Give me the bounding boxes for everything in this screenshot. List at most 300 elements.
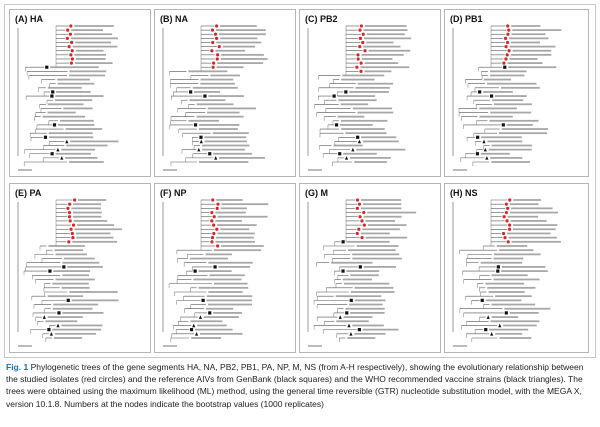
leaf-label-placeholder <box>502 128 548 130</box>
black-square-marker <box>47 328 50 331</box>
leaf-label-placeholder <box>193 87 238 89</box>
black-square-marker <box>356 136 359 139</box>
leaf-label-placeholder <box>210 75 239 77</box>
leaf-label-placeholder <box>495 333 522 335</box>
leaf-label-placeholder <box>197 103 234 105</box>
panel-label: (C) PB2 <box>305 14 338 24</box>
black-triangle-marker <box>195 332 198 336</box>
black-square-marker <box>50 94 53 97</box>
red-circle-marker <box>71 57 74 60</box>
black-triangle-marker <box>60 156 63 160</box>
leaf-label-placeholder <box>55 333 96 335</box>
leaf-label-placeholder <box>331 262 372 264</box>
leaf-label-placeholder <box>61 149 95 151</box>
leaf-label-placeholder <box>52 283 88 285</box>
leaf-label-placeholder <box>361 54 403 56</box>
leaf-label-placeholder <box>205 140 247 142</box>
black-triangle-marker <box>498 324 501 328</box>
leaf-label-placeholder <box>343 153 377 155</box>
panel-label: (D) PB1 <box>450 14 483 24</box>
red-circle-marker <box>358 203 361 206</box>
leaf-label-placeholder <box>352 253 399 255</box>
leaf-label-placeholder <box>71 29 103 31</box>
black-square-marker <box>45 66 48 69</box>
red-circle-marker <box>69 53 72 56</box>
leaf-label-placeholder <box>338 99 376 101</box>
leaf-label-placeholder <box>510 46 556 48</box>
leaf-label-placeholder <box>511 207 552 209</box>
red-circle-marker <box>216 53 219 56</box>
leaf-label-placeholder <box>509 237 557 239</box>
red-circle-marker <box>70 61 73 64</box>
red-circle-marker <box>505 203 508 206</box>
leaf-label-placeholder <box>341 120 387 122</box>
leaf-label-placeholder <box>346 270 379 272</box>
leaf-label-placeholder <box>504 308 550 310</box>
leaf-label-placeholder <box>492 316 519 318</box>
red-circle-marker <box>210 49 213 52</box>
leaf-label-placeholder <box>202 149 245 151</box>
red-circle-marker <box>356 198 359 201</box>
leaf-label-placeholder <box>494 258 524 260</box>
leaf-label-placeholder <box>501 87 540 89</box>
red-circle-marker <box>69 33 72 36</box>
leaf-label-placeholder <box>220 25 257 27</box>
leaf-label-placeholder <box>197 325 227 327</box>
red-circle-marker <box>67 240 70 243</box>
leaf-label-placeholder <box>481 136 522 138</box>
leaf-label-placeholder <box>55 95 103 97</box>
black-square-marker <box>345 311 348 314</box>
leaf-label-placeholder <box>53 270 90 272</box>
leaf-label-placeholder <box>363 29 407 31</box>
leaf-label-placeholder <box>492 145 532 147</box>
leaf-label-placeholder <box>74 33 112 35</box>
red-circle-marker <box>69 228 72 231</box>
black-triangle-marker <box>200 140 203 144</box>
leaf-label-placeholder <box>495 95 527 97</box>
leaf-label-placeholder <box>509 37 548 39</box>
leaf-label-placeholder <box>69 291 117 293</box>
leaf-label-placeholder <box>48 103 84 105</box>
black-square-marker <box>333 94 336 97</box>
leaf-label-placeholder <box>368 224 407 226</box>
black-triangle-marker <box>351 148 354 152</box>
black-square-marker <box>505 311 508 314</box>
black-triangle-marker <box>192 324 195 328</box>
black-triangle-marker <box>199 315 202 319</box>
leaf-label-placeholder <box>510 312 539 314</box>
black-square-marker <box>476 152 479 155</box>
black-square-marker <box>497 265 500 268</box>
leaf-label-placeholder <box>511 25 540 27</box>
leaf-label-placeholder <box>489 291 525 293</box>
leaf-label-placeholder <box>48 295 83 297</box>
leaf-label-placeholder <box>487 83 536 85</box>
leaf-label-placeholder <box>74 54 106 56</box>
red-circle-marker <box>508 198 511 201</box>
leaf-label-placeholder <box>62 287 90 289</box>
black-square-marker <box>62 265 65 268</box>
leaf-label-placeholder <box>483 91 513 93</box>
tree-panel-ha <box>9 9 151 177</box>
red-circle-marker <box>508 223 511 226</box>
leaf-label-placeholder <box>494 103 532 105</box>
leaf-label-placeholder <box>215 241 255 243</box>
leaf-label-placeholder <box>353 108 392 110</box>
leaf-label-placeholder <box>489 329 528 331</box>
leaf-label-placeholder <box>75 62 113 64</box>
red-circle-marker <box>362 33 365 36</box>
leaf-label-placeholder <box>365 70 392 72</box>
leaf-label-placeholder <box>76 50 104 52</box>
leaf-label-placeholder <box>72 299 119 301</box>
black-square-marker <box>359 265 362 268</box>
leaf-label-placeholder <box>194 91 220 93</box>
leaf-label-placeholder <box>56 253 87 255</box>
black-triangle-marker <box>345 156 348 160</box>
red-circle-marker <box>210 240 213 243</box>
leaf-label-placeholder <box>360 66 409 68</box>
leaf-label-placeholder <box>507 62 542 64</box>
leaf-label-placeholder <box>495 295 532 297</box>
red-circle-marker <box>210 211 213 214</box>
leaf-label-placeholder <box>49 132 93 134</box>
black-square-marker <box>338 152 341 155</box>
leaf-label-placeholder <box>60 120 94 122</box>
red-circle-marker <box>357 57 360 60</box>
red-circle-marker <box>358 29 361 32</box>
leaf-label-placeholder <box>507 124 533 126</box>
leaf-label-placeholder <box>343 279 372 281</box>
red-circle-marker <box>215 24 218 27</box>
red-circle-marker <box>506 53 509 56</box>
red-circle-marker <box>360 219 363 222</box>
leaf-label-placeholder <box>48 112 76 114</box>
black-square-marker <box>203 94 206 97</box>
red-circle-marker <box>502 61 505 64</box>
leaf-label-placeholder <box>510 212 558 214</box>
leaf-label-placeholder <box>511 54 552 56</box>
leaf-label-placeholder <box>57 79 90 81</box>
tree-drawing <box>300 10 440 176</box>
tree-panel-pb2 <box>299 9 441 177</box>
leaf-label-placeholder <box>361 136 396 138</box>
leaf-label-placeholder <box>199 161 248 163</box>
leaf-label-placeholder <box>507 233 551 235</box>
black-triangle-marker <box>197 148 200 152</box>
red-circle-marker <box>507 240 510 243</box>
red-circle-marker <box>503 236 506 239</box>
black-square-marker <box>53 123 56 126</box>
leaf-label-placeholder <box>513 199 541 201</box>
red-circle-marker <box>504 45 507 48</box>
panel-label: (B) NA <box>160 14 188 24</box>
red-circle-marker <box>363 49 366 52</box>
leaf-label-placeholder <box>336 295 382 297</box>
leaf-label-placeholder <box>193 279 241 281</box>
leaf-label-placeholder <box>188 70 227 72</box>
leaf-label-placeholder <box>221 58 268 60</box>
black-triangle-marker <box>43 315 46 319</box>
leaf-label-placeholder <box>73 46 118 48</box>
leaf-label-placeholder <box>363 329 399 331</box>
leaf-label-placeholder <box>485 283 524 285</box>
leaf-label-placeholder <box>487 287 535 289</box>
leaf-label-placeholder <box>64 258 95 260</box>
black-triangle-marker <box>482 140 485 144</box>
leaf-label-placeholder <box>491 320 540 322</box>
leaf-label-placeholder <box>207 112 239 114</box>
tree-drawing <box>155 10 295 176</box>
leaf-label-placeholder <box>48 87 82 89</box>
black-square-marker <box>481 299 484 302</box>
leaf-label-placeholder <box>486 299 522 301</box>
tree-drawing <box>445 184 588 352</box>
red-circle-marker <box>66 29 69 32</box>
black-square-marker <box>48 269 51 272</box>
leaf-label-placeholder <box>508 216 538 218</box>
leaf-label-placeholder <box>202 145 249 147</box>
leaf-label-placeholder <box>220 228 249 230</box>
leaf-label-placeholder <box>206 253 232 255</box>
leaf-label-placeholder <box>217 62 263 64</box>
red-circle-marker <box>508 228 511 231</box>
leaf-label-placeholder <box>214 249 261 251</box>
red-circle-marker <box>210 219 213 222</box>
leaf-label-placeholder <box>75 42 111 44</box>
black-triangle-marker <box>65 140 68 144</box>
leaf-label-placeholder <box>366 237 408 239</box>
leaf-label-placeholder <box>347 241 390 243</box>
leaf-label-placeholder <box>499 249 533 251</box>
black-square-marker <box>67 299 70 302</box>
leaf-label-placeholder <box>56 91 90 93</box>
leaf-label-placeholder <box>366 220 396 222</box>
leaf-label-placeholder <box>72 241 117 243</box>
leaf-label-placeholder <box>341 128 385 130</box>
leaf-label-placeholder <box>213 312 242 314</box>
black-square-marker <box>208 152 211 155</box>
leaf-label-placeholder <box>487 140 522 142</box>
leaf-label-placeholder <box>513 50 552 52</box>
leaf-label-placeholder <box>366 42 393 44</box>
red-circle-marker <box>507 49 510 52</box>
leaf-label-placeholder <box>199 270 232 272</box>
leaf-label-placeholder <box>361 199 401 201</box>
leaf-label-placeholder <box>191 337 221 339</box>
tree-drawing <box>10 184 150 352</box>
red-circle-marker <box>71 236 74 239</box>
leaf-label-placeholder <box>73 203 101 205</box>
leaf-label-placeholder <box>49 245 85 247</box>
red-circle-marker <box>216 207 219 210</box>
leaf-label-placeholder <box>340 124 373 126</box>
leaf-label-placeholder <box>336 320 369 322</box>
leaf-label-placeholder <box>190 258 228 260</box>
red-circle-marker <box>361 41 364 44</box>
leaf-label-placeholder <box>490 112 531 114</box>
red-circle-marker <box>214 33 217 36</box>
leaf-label-placeholder <box>355 87 389 89</box>
leaf-label-placeholder <box>58 124 95 126</box>
red-circle-marker <box>360 236 363 239</box>
leaf-label-placeholder <box>204 316 239 318</box>
leaf-label-placeholder <box>221 245 264 247</box>
black-triangle-marker <box>487 315 490 319</box>
leaf-label-placeholder <box>365 25 407 27</box>
red-circle-marker <box>68 203 71 206</box>
leaf-label-placeholder <box>188 120 218 122</box>
leaf-label-placeholder <box>221 203 268 205</box>
leaf-label-placeholder <box>513 228 556 230</box>
leaf-label-placeholder <box>216 237 254 239</box>
black-triangle-marker <box>339 315 342 319</box>
leaf-label-placeholder <box>354 161 387 163</box>
leaf-label-placeholder <box>61 325 102 327</box>
red-circle-marker <box>72 223 75 226</box>
leaf-label-placeholder <box>76 237 113 239</box>
leaf-label-placeholder <box>351 291 395 293</box>
leaf-label-placeholder <box>364 216 402 218</box>
leaf-label-placeholder <box>206 308 233 310</box>
leaf-label-placeholder <box>78 199 106 201</box>
leaf-label-placeholder <box>214 283 248 285</box>
leaf-label-placeholder <box>484 79 511 81</box>
black-triangle-marker <box>56 148 59 152</box>
leaf-label-placeholder <box>65 157 97 159</box>
leaf-label-placeholder <box>199 128 238 130</box>
leaf-label-placeholder <box>195 329 233 331</box>
leaf-label-placeholder <box>76 233 111 235</box>
leaf-label-placeholder <box>70 70 107 72</box>
leaf-label-placeholder <box>208 304 252 306</box>
red-circle-marker <box>506 41 509 44</box>
leaf-label-placeholder <box>54 337 82 339</box>
leaf-label-placeholder <box>512 241 561 243</box>
red-circle-marker <box>506 207 509 210</box>
leaf-label-placeholder <box>511 220 547 222</box>
black-square-marker <box>51 90 54 93</box>
leaf-label-placeholder <box>209 274 244 276</box>
red-circle-marker <box>215 37 218 40</box>
leaf-label-placeholder <box>490 157 522 159</box>
figure-caption <box>6 361 594 410</box>
leaf-label-placeholder <box>204 136 246 138</box>
black-square-marker <box>208 311 211 314</box>
red-circle-marker <box>216 203 219 206</box>
red-circle-marker <box>507 29 510 32</box>
leaf-label-placeholder <box>351 274 379 276</box>
leaf-label-placeholder <box>350 157 391 159</box>
leaf-label-placeholder <box>216 199 242 201</box>
leaf-label-placeholder <box>349 304 382 306</box>
red-circle-marker <box>358 45 361 48</box>
black-square-marker <box>358 328 361 331</box>
leaf-label-placeholder <box>53 308 93 310</box>
leaf-label-placeholder <box>199 287 249 289</box>
black-square-marker <box>213 265 216 268</box>
leaf-label-placeholder <box>354 333 385 335</box>
caption-figure-label: Fig. 1 <box>6 362 29 372</box>
black-square-marker <box>478 90 481 93</box>
red-circle-marker <box>504 37 507 40</box>
leaf-label-placeholder <box>350 312 384 314</box>
leaf-label-placeholder <box>363 203 401 205</box>
leaf-label-placeholder <box>189 99 225 101</box>
leaf-label-placeholder <box>223 46 255 48</box>
red-circle-marker <box>356 232 359 235</box>
leaf-label-placeholder <box>69 161 104 163</box>
tree-panel-pa <box>9 183 151 353</box>
red-circle-marker <box>211 236 214 239</box>
leaf-label-placeholder <box>352 325 383 327</box>
leaf-label-placeholder <box>70 140 118 142</box>
leaf-label-placeholder <box>213 153 252 155</box>
leaf-label-placeholder <box>53 304 98 306</box>
leaf-label-placeholder <box>345 132 386 134</box>
leaf-label-placeholder <box>364 37 411 39</box>
black-square-marker <box>190 328 193 331</box>
leaf-label-placeholder <box>197 116 244 118</box>
leaf-label-placeholder <box>66 145 107 147</box>
tree-panel-na <box>154 9 296 177</box>
leaf-label-placeholder <box>217 224 257 226</box>
leaf-label-placeholder <box>76 58 106 60</box>
red-circle-marker <box>356 53 359 56</box>
leaf-label-placeholder <box>215 212 245 214</box>
leaf-label-placeholder <box>73 216 101 218</box>
leaf-label-placeholder <box>50 66 99 68</box>
tree-panel-pb1 <box>444 9 589 177</box>
black-square-marker <box>476 136 479 139</box>
tree-drawing <box>445 10 588 176</box>
leaf-label-placeholder <box>71 207 101 209</box>
leaf-label-placeholder <box>341 79 374 81</box>
black-square-marker <box>350 299 353 302</box>
leaf-label-placeholder <box>216 42 261 44</box>
black-triangle-marker <box>349 332 352 336</box>
leaf-label-placeholder <box>509 58 537 60</box>
leaf-label-placeholder <box>502 266 546 268</box>
leaf-label-placeholder <box>221 207 247 209</box>
leaf-label-placeholder <box>499 132 547 134</box>
leaf-label-placeholder <box>199 124 239 126</box>
leaf-label-placeholder <box>364 266 396 268</box>
black-square-marker <box>502 123 505 126</box>
leaf-label-placeholder <box>219 157 265 159</box>
leaf-label-placeholder <box>501 270 548 272</box>
leaf-label-placeholder <box>52 329 101 331</box>
leaf-label-placeholder <box>77 224 114 226</box>
leaf-label-placeholder <box>216 29 266 31</box>
red-circle-marker <box>360 61 363 64</box>
leaf-label-placeholder <box>344 316 373 318</box>
red-circle-marker <box>506 24 509 27</box>
leaf-label-placeholder <box>218 216 268 218</box>
red-circle-marker <box>356 207 359 210</box>
black-square-marker <box>44 136 47 139</box>
leaf-label-placeholder <box>62 274 89 276</box>
leaf-label-placeholder <box>63 108 92 110</box>
leaf-label-placeholder <box>481 262 522 264</box>
leaf-label-placeholder <box>208 108 256 110</box>
leaf-label-placeholder <box>369 50 411 52</box>
leaf-label-placeholder <box>43 116 85 118</box>
red-circle-marker <box>213 215 216 218</box>
red-circle-marker <box>73 198 76 201</box>
leaf-label-placeholder <box>490 70 527 72</box>
